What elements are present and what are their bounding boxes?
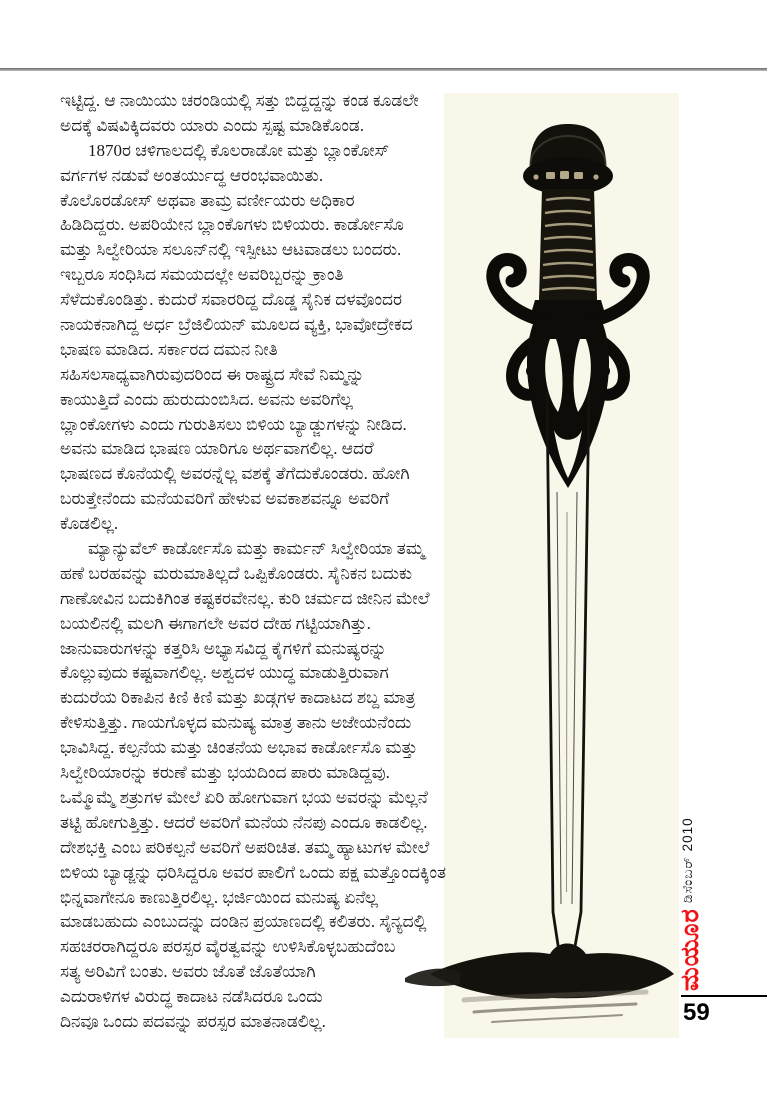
text-line: ನಾಯಕನಾಗಿದ್ದ ಅರ್ಧ ಬ್ರೆಜಿಲಿಯನ್ ಮೂಲದ ವ್ಯಕ್ತಿ, ಭಾವೋದ್ರೇಕದ (60, 315, 413, 335)
text-line: ಮ್ಯಾನ್ಯುವೆಲ್ ಕಾರ್ಡೋಸೊ ಮತ್ತು ಕಾರ್ಮನ್ ಸಿಲ್ವೇರಿಯಾ ತಮ್ಮ (88, 539, 425, 559)
text-line: ಕೊಡಲಿಲ್ಲ. (60, 514, 119, 534)
text-line: ಕೇಳಿಸುತ್ತಿತ್ತು. ಗಾಯಗೊಳ್ಳದ ಮನುಷ್ಯ ಮಾತ್ರ ತಾನು ಅಜೇಯನೆಂದು (60, 713, 412, 733)
text-line: ಮತ್ತು ಸಿಲ್ವೇರಿಯಾ ಸಲೂನ್‌ನಲ್ಲಿ ಇಸ್ಪೀಟು ಆಟವಾಡಲು ಬಂದರು. (60, 240, 402, 260)
text-line: ಜಾನುವಾರುಗಳನ್ನು ಕತ್ತರಿಸಿ ಅಭ್ಯಾಸವಿದ್ದ ಕೈಗಳಿಗೆ ಮನುಷ್ಯರನ್ನು (60, 638, 387, 658)
text-line: ದಿನವೂ ಒಂದು ಪದವನ್ನು ಪರಸ್ಪರ ಮಾತನಾಡಲಿಲ್ಲ. (60, 1011, 326, 1031)
text-line: ಗಾಣೋವಿನ ಬದುಕಿಗಿಂತ ಕಷ್ಟಕರವೇನಲ್ಲ. ಕುರಿ ಚರ್ಮದ ಜೀನಿನ ಮೇಲೆ (60, 588, 430, 608)
text-line: ಭಾವಿಸಿದ್ದ. ಕಲ್ಪನೆಯ ಮತ್ತು ಚಿಂತನೆಯ ಅಭಾವ ಕಾರ್ಡೋಸೊ ಮತ್ತು (60, 738, 418, 758)
text-line: ಸತ್ಯ ಅರಿವಿಗೆ ಬಂತು. ಅವರು ಜೊತೆ ಜೊತೆಯಾಗಿ (60, 962, 316, 982)
text-line: ಬಯಲಿನಲ್ಲಿ ಮಲಗಿ ಈಗಾಗಲೇ ಅವರ ದೇಹ ಗಟ್ಟಿಯಾಗಿತ್ತು. (60, 613, 371, 633)
text-line: 1870ರ ಚಳಿಗಾಲದಲ್ಲಿ ಕೊಲರಾಡೋ ಮತ್ತು ಬ್ಲಾಂಕೋಸ್ (88, 140, 390, 160)
text-line: ವರ್ಗಗಳ ನಡುವೆ ಅಂತರ್ಯುದ್ಧ ಆರಂಭವಾಯಿತು. (60, 165, 324, 185)
text-line: ಬ್ಲಾಂಕೋಗಳು ಎಂದು ಗುರುತಿಸಲು ಬಿಳಿಯ ಬ್ಯಾಡ್ಜುಗಳನ್ನು ನೀಡಿದ. (60, 414, 407, 434)
text-line: ಇಬ್ಬರೂ ಸಂಧಿಸಿದ ಸಮಯದಲ್ಲೇ ಅವರಿಬ್ಬರನ್ನು ಕ್ರಾಂತಿ (60, 265, 344, 285)
magazine-name: ಮಯೂರ (676, 908, 704, 991)
text-line: ಹಿಡಿದಿದ್ದರು. ಅಪರಿಯೇನ ಬ್ಲಾಂಕೊಗಳು ಬಿಳಿಯರು. ಕಾರ್ಡೋಸೊ (60, 215, 404, 235)
text-line: ಮಾಡಬಹುದು ಎಂಬುದನ್ನು ದಂಡಿನ ಪ್ರಯಾಣದಲ್ಲಿ ಕಲಿತರು. ಸೈನ್ಯದಲ್ಲಿ (60, 912, 427, 932)
text-line: ಸಹಚರರಾಗಿದ್ದರೂ ಪರಸ್ಪರ ವೈರತ್ವವನ್ನು ಉಳಿಸಿಕೊಳ್ಳಬಹುದೆಂಬ (60, 937, 396, 957)
text-line: ತಟ್ಟಿ ಹೋಗುತ್ತಿತ್ತು. ಆದರೆ ಅವರಿಗೆ ಮನೆಯ ನೆನಪು ಎಂದೂ ಕಾಡಲಿಲ್ಲ. (60, 812, 428, 832)
text-line: ಎದುರಾಳಿಗಳ ವಿರುದ್ಧ ಕಾದಾಟ ನಡೆಸಿದರೂ ಒಂದು (60, 987, 323, 1007)
text-line: ಇಟ್ಟಿದ್ದ. ಆ ನಾಯಿಯು ಚರಂಡಿಯಲ್ಲಿ ಸತ್ತು ಬಿದ್ದದ್ದನ್ನು ಕಂಡ ಕೂಡಲೇ (60, 91, 419, 110)
page-number-rule (681, 995, 767, 997)
text-line: ಕಾಯುತ್ತಿದೆ ಎಂದು ಹುರುದುಂಬಿಸಿದ. ಅವನು ಅವರಿಗೆಲ್ಲ (60, 389, 353, 409)
text-line: ಒಮ್ಮೊಮ್ಮೆ ಶತ್ರುಗಳ ಮೇಲೆ ಏರಿ ಹೋಗುವಾಗ ಭಯ ಅವರನ್ನು ಮೆಲ್ಲನೆ (60, 787, 428, 807)
text-line: ಸಿಲ್ವೇರಿಯಾರನ್ನು ಕರುಣೆ ಮತ್ತು ಭಯದಿಂದ ಪಾರು ಮಾಡಿದ್ದವು. (60, 763, 390, 783)
text-line: ಅದಕ್ಕೆ ವಿಷವಿಕ್ಕಿದವರು ಯಾರು ಎಂದು ಸ್ಪಷ್ಟ ಮಾಡಿಕೊಂಡ. (60, 115, 364, 135)
text-line: ಭಾಷಣದ ಕೊನೆಯಲ್ಲಿ ಅವರನ್ನೆಲ್ಲ ವಶಕ್ಕೆ ತೆಗೆದುಕೊಂಡರು. ಹೋಗಿ (60, 464, 410, 484)
text-line: ಕೊಲೊರಡೋಸ್ ಅಥವಾ ತಾಮ್ರ ವರ್ಣೀಯರು ಅಧಿಕಾರ (60, 190, 355, 210)
sword-illustration (400, 92, 680, 1042)
text-line: ದೇಶಭಕ್ತಿ ಎಂಬ ಪರಿಕಲ್ಪನೆ ಅವರಿಗೆ ಅಪರಿಚಿತ. ತಮ್ಮ ಹ್ಯಾಟುಗಳ ಮೇಲೆ (60, 837, 430, 857)
sword-in-ground-icon (400, 92, 680, 1042)
text-line: ಕೊಲ್ಲುವುದು ಕಷ್ಟವಾಗಲಿಲ್ಲ. ಅಶ್ವದಳ ಯುದ್ಧ ಮಾಡುತ್ತಿರುವಾಗ (60, 663, 389, 683)
text-line: ಅವನು ಮಾಡಿದ ಭಾಷಣ ಯಾರಿಗೂ ಅರ್ಥವಾಗಲಿಲ್ಲ. ಆದರೆ (60, 439, 374, 459)
text-line: ಸಹಿಸಲಸಾಧ್ಯವಾಗಿರುವುದರಿಂದ ಈ ರಾಷ್ಟ್ರದ ಸೇವೆ ನಿಮ್ಮನ್ನು (60, 364, 365, 384)
text-line: ಕುದುರೆಯ ರಿಕಾಪಿನ ಕಿಣಿ ಕಿಣಿ ಮತ್ತು ಖಡ್ಗಗಳ ಕಾದಾಟದ ಶಬ್ದ ಮಾತ್ರ (60, 688, 416, 708)
text-line: ಭಾಷಣ ಮಾಡಿದ. ಸರ್ಕಾರದ ದಮನ ನೀತಿ (60, 339, 278, 359)
top-horizontal-rule (0, 68, 767, 71)
issue-date-vertical: ಡಿಸೆಂಬರ್ 2010 (680, 817, 695, 903)
text-line: ಸೆಳೆದುಕೊಂಡಿತ್ತು. ಕುದುರೆ ಸವಾರರಿದ್ದ ದೊಡ್ಡ ಸೈನಿಕ ದಳವೊಂದರ (60, 290, 402, 310)
text-line: ಹಣೆ ಬರಹವನ್ನು ಮರುಮಾತಿಲ್ಲದೆ ಒಪ್ಪಿಕೊಂಡರು. ಸೈನಿಕನ ಬದುಕು (60, 563, 413, 583)
text-line: ಬಿಳಿಯ ಬ್ಯಾಡ್ಜನ್ನು ಧರಿಸಿದ್ದರೂ ಅವರ ಪಾಲಿಗೆ ಒಂದು ಪಕ್ಷ ಮತ್ತೊಂದಕ್ಕಿಂತ (60, 862, 447, 882)
text-line: ಭಿನ್ನವಾಗೇನೂ ಕಾಣುತ್ತಿರಲಿಲ್ಲ. ಭರ್ಜಿಯಿಂದ ಮನುಷ್ಯ ಏನೆಲ್ಲ (60, 887, 378, 907)
page-number: 59 (683, 999, 710, 1026)
text-line: ಬರುತ್ತೇನೆಂದು ಮನೆಯವರಿಗೆ ಹೇಳುವ ಅವಕಾಶವನ್ನೂ ಅವರಿಗೆ (60, 489, 390, 509)
